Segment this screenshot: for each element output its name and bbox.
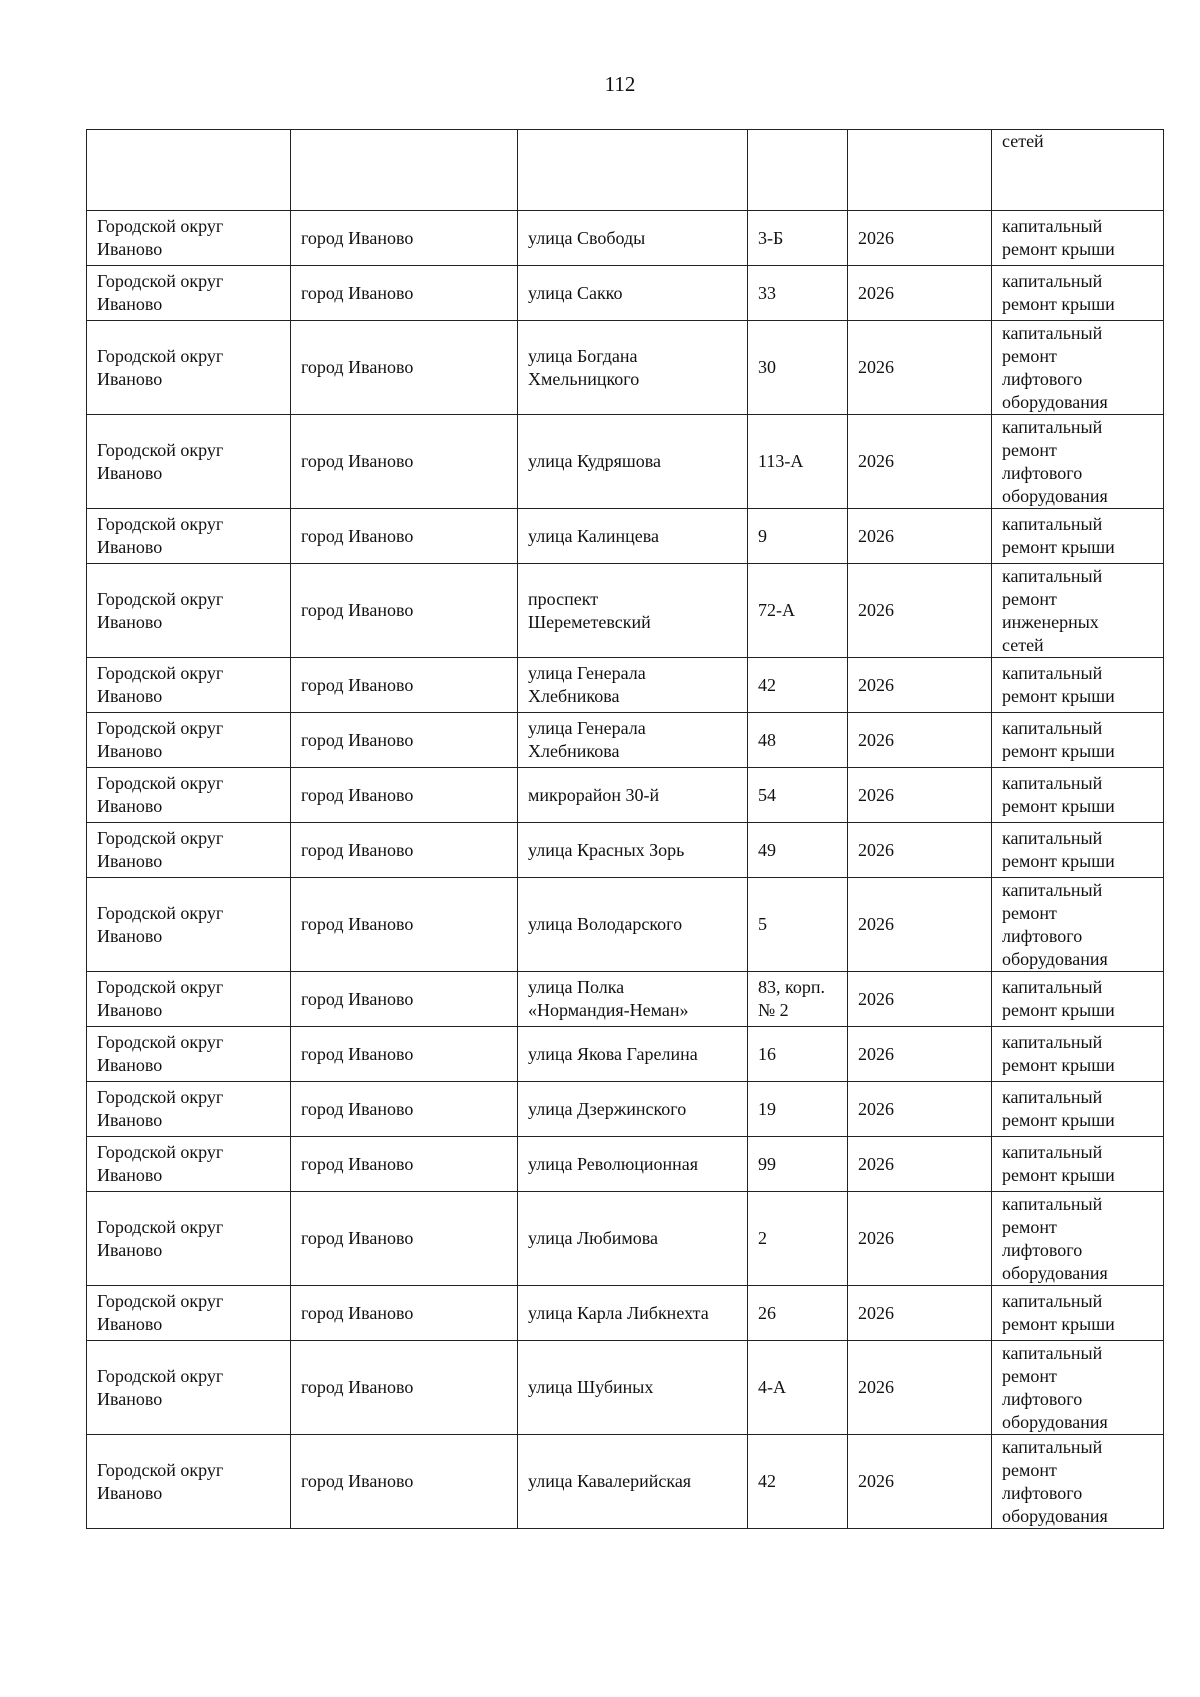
cell-work-type: капитальный ремонт лифтового оборудования (992, 1435, 1164, 1529)
cell-street: улица Шубиных (518, 1341, 748, 1435)
cell-city: город Иваново (291, 713, 518, 768)
cell-year: 2026 (848, 1137, 992, 1192)
cell-year: 2026 (848, 768, 992, 823)
cell-city: город Иваново (291, 1027, 518, 1082)
page-number: 112 (604, 72, 636, 96)
cell-city: город Иваново (291, 972, 518, 1027)
table-row (87, 1286, 1164, 1341)
cell-district: Городской округ Иваново (87, 972, 291, 1027)
cell-house: 4-А (748, 1341, 848, 1435)
cell-district: Городской округ Иваново (87, 768, 291, 823)
cell-house: 49 (748, 823, 848, 878)
cell-district: Городской округ Иваново (87, 1435, 291, 1529)
cell-year: 2026 (848, 1341, 992, 1435)
cell-city (291, 130, 518, 211)
cell-street: улица Кудряшова (518, 415, 748, 509)
cell-street: улица Володарского (518, 878, 748, 972)
cell-district: Городской округ Иваново (87, 1341, 291, 1435)
cell-district: Городской округ Иваново (87, 658, 291, 713)
cell-house: 54 (748, 768, 848, 823)
cell-district: Городской округ Иваново (87, 1286, 291, 1341)
cell-district: Городской округ Иваново (87, 321, 291, 415)
table-row (87, 1341, 1164, 1435)
cell-year: 2026 (848, 266, 992, 321)
table-row-continued (87, 130, 1164, 211)
cell-year: 2026 (848, 823, 992, 878)
cell-house: 113-А (748, 415, 848, 509)
cell-house: 26 (748, 1286, 848, 1341)
table-row (87, 1137, 1164, 1192)
table-body (87, 130, 1164, 1529)
cell-district: Городской округ Иваново (87, 415, 291, 509)
cell-street: улица Карла Либкнехта (518, 1286, 748, 1341)
cell-house: 42 (748, 1435, 848, 1529)
cell-house: 72-А (748, 564, 848, 658)
table-row (87, 1027, 1164, 1082)
cell-district: Городской округ Иваново (87, 713, 291, 768)
cell-year: 2026 (848, 415, 992, 509)
cell-city: город Иваново (291, 321, 518, 415)
cell-city: город Иваново (291, 768, 518, 823)
cell-street: улица Любимова (518, 1192, 748, 1286)
cell-house: 5 (748, 878, 848, 972)
cell-work-type: капитальный ремонт крыши (992, 211, 1164, 266)
cell-street: улица Революционная (518, 1137, 748, 1192)
cell-year (848, 130, 992, 211)
cell-year: 2026 (848, 564, 992, 658)
cell-city: город Иваново (291, 415, 518, 509)
table-row (87, 1435, 1164, 1529)
table-row (87, 972, 1164, 1027)
table-row (87, 658, 1164, 713)
cell-street: улица Полка «Нормандия-Неман» (518, 972, 748, 1027)
cell-work-type: капитальный ремонт крыши (992, 266, 1164, 321)
cell-year: 2026 (848, 321, 992, 415)
cell-street: проспект Шереметевский (518, 564, 748, 658)
cell-year: 2026 (848, 509, 992, 564)
table-row (87, 564, 1164, 658)
cell-year: 2026 (848, 1027, 992, 1082)
table-row (87, 713, 1164, 768)
table-row (87, 1082, 1164, 1137)
cell-house: 99 (748, 1137, 848, 1192)
cell-work-type: капитальный ремонт лифтового оборудования (992, 878, 1164, 972)
repair-schedule-table (86, 129, 1164, 1529)
cell-street (518, 130, 748, 211)
cell-street: улица Красных Зорь (518, 823, 748, 878)
cell-year: 2026 (848, 658, 992, 713)
table-row (87, 509, 1164, 564)
cell-year: 2026 (848, 1192, 992, 1286)
cell-work-type: капитальный ремонт крыши (992, 1137, 1164, 1192)
cell-district: Городской округ Иваново (87, 823, 291, 878)
cell-district: Городской округ Иваново (87, 1082, 291, 1137)
cell-house (748, 130, 848, 211)
cell-city: город Иваново (291, 1082, 518, 1137)
cell-district: Городской округ Иваново (87, 878, 291, 972)
cell-city: город Иваново (291, 1341, 518, 1435)
cell-year: 2026 (848, 1082, 992, 1137)
cell-city: город Иваново (291, 1137, 518, 1192)
cell-street: улица Сакко (518, 266, 748, 321)
table-row (87, 823, 1164, 878)
table-row (87, 266, 1164, 321)
cell-year: 2026 (848, 878, 992, 972)
cell-work-type: капитальный ремонт лифтового оборудования (992, 415, 1164, 509)
cell-city: город Иваново (291, 509, 518, 564)
cell-street: улица Дзержинского (518, 1082, 748, 1137)
cell-year: 2026 (848, 211, 992, 266)
cell-city: город Иваново (291, 1286, 518, 1341)
cell-city: город Иваново (291, 211, 518, 266)
cell-house: 2 (748, 1192, 848, 1286)
cell-district: Городской округ Иваново (87, 1192, 291, 1286)
cell-year: 2026 (848, 713, 992, 768)
cell-district: Городской округ Иваново (87, 564, 291, 658)
cell-house: 3-Б (748, 211, 848, 266)
cell-street: улица Генерала Хлебникова (518, 713, 748, 768)
table-row (87, 878, 1164, 972)
table-row (87, 1192, 1164, 1286)
cell-street: улица Калинцева (518, 509, 748, 564)
table-row (87, 211, 1164, 266)
cell-house: 42 (748, 658, 848, 713)
cell-year: 2026 (848, 972, 992, 1027)
cell-year: 2026 (848, 1286, 992, 1341)
cell-city: город Иваново (291, 658, 518, 713)
cell-city: город Иваново (291, 878, 518, 972)
cell-work-type: капитальный ремонт крыши (992, 1027, 1164, 1082)
cell-house: 16 (748, 1027, 848, 1082)
cell-district: Городской округ Иваново (87, 1137, 291, 1192)
cell-work-type: сетей (992, 130, 1164, 211)
table-row (87, 321, 1164, 415)
cell-street: улица Богдана Хмельницкого (518, 321, 748, 415)
cell-street: улица Генерала Хлебникова (518, 658, 748, 713)
cell-work-type: капитальный ремонт лифтового оборудования (992, 1341, 1164, 1435)
cell-work-type: капитальный ремонт лифтового оборудования (992, 321, 1164, 415)
cell-work-type: капитальный ремонт инженерных сетей (992, 564, 1164, 658)
cell-work-type: капитальный ремонт крыши (992, 823, 1164, 878)
cell-house: 48 (748, 713, 848, 768)
cell-work-type: капитальный ремонт крыши (992, 658, 1164, 713)
cell-house: 83, корп. № 2 (748, 972, 848, 1027)
cell-street: улица Свободы (518, 211, 748, 266)
cell-work-type: капитальный ремонт крыши (992, 1286, 1164, 1341)
cell-work-type: капитальный ремонт лифтового оборудования (992, 1192, 1164, 1286)
cell-house: 30 (748, 321, 848, 415)
cell-district: Городской округ Иваново (87, 266, 291, 321)
cell-house: 9 (748, 509, 848, 564)
cell-house: 33 (748, 266, 848, 321)
cell-street: улица Кавалерийская (518, 1435, 748, 1529)
cell-work-type: капитальный ремонт крыши (992, 713, 1164, 768)
cell-city: город Иваново (291, 266, 518, 321)
cell-city: город Иваново (291, 1435, 518, 1529)
cell-city: город Иваново (291, 823, 518, 878)
cell-district: Городской округ Иваново (87, 1027, 291, 1082)
cell-street: улица Якова Гарелина (518, 1027, 748, 1082)
cell-work-type: капитальный ремонт крыши (992, 972, 1164, 1027)
table-row (87, 415, 1164, 509)
cell-district: Городской округ Иваново (87, 211, 291, 266)
cell-district: Городской округ Иваново (87, 509, 291, 564)
cell-house: 19 (748, 1082, 848, 1137)
cell-city: город Иваново (291, 1192, 518, 1286)
cell-work-type: капитальный ремонт крыши (992, 509, 1164, 564)
cell-district (87, 130, 291, 211)
table-row (87, 768, 1164, 823)
cell-work-type: капитальный ремонт крыши (992, 1082, 1164, 1137)
cell-city: город Иваново (291, 564, 518, 658)
cell-work-type: капитальный ремонт крыши (992, 768, 1164, 823)
cell-year: 2026 (848, 1435, 992, 1529)
cell-street: микрорайон 30-й (518, 768, 748, 823)
